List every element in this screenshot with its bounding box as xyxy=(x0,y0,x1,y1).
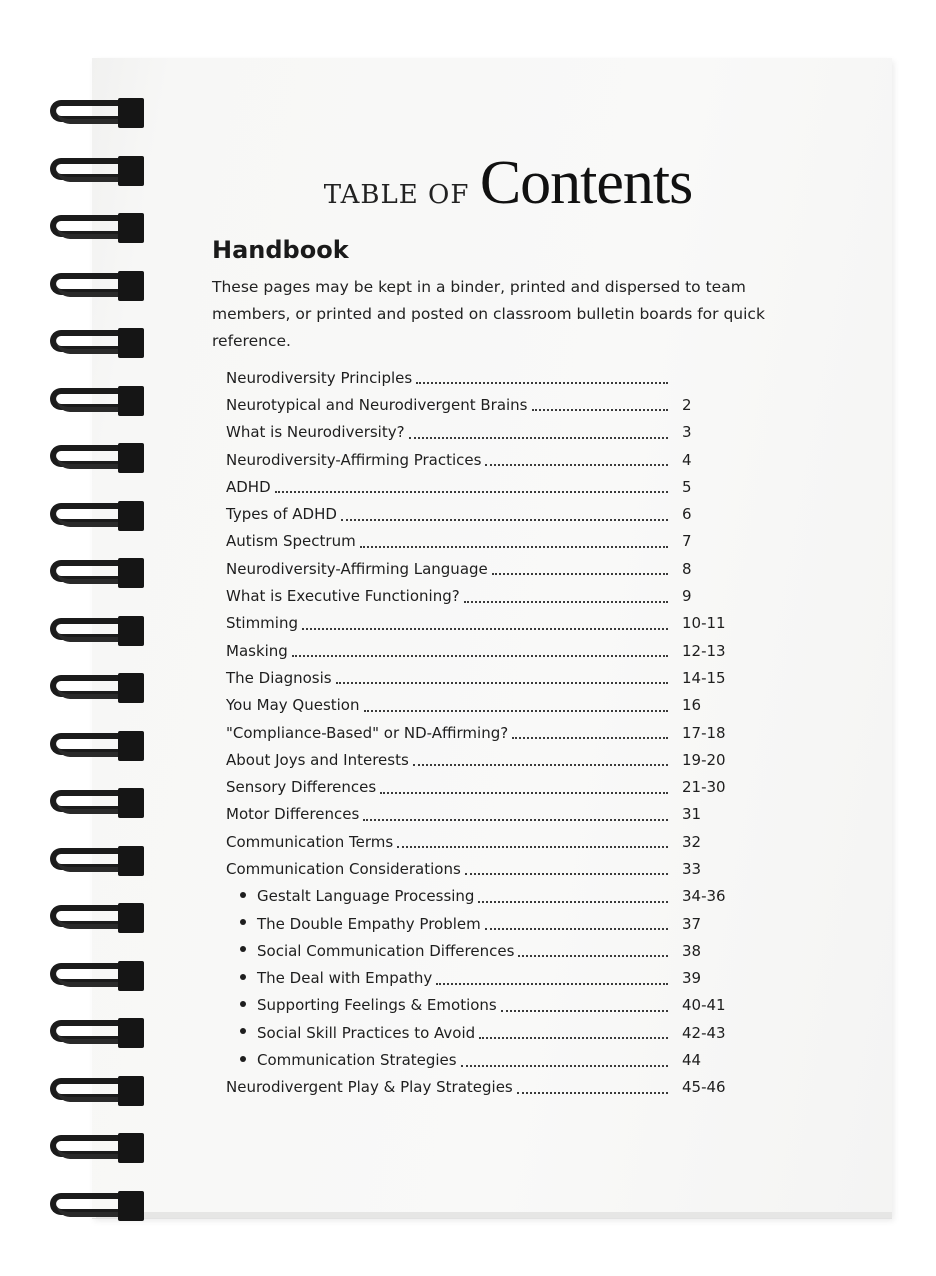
spiral-coil xyxy=(40,497,150,537)
toc-entry xyxy=(226,610,766,637)
toc-entry-page: 9 xyxy=(682,587,692,606)
toc-entry xyxy=(226,1074,766,1101)
toc-entry xyxy=(226,883,766,910)
dot-leader xyxy=(464,599,668,603)
dot-leader xyxy=(292,653,668,657)
toc-entry-page: 44 xyxy=(682,1051,702,1070)
toc-entry xyxy=(226,746,766,773)
page-title xyxy=(0,148,936,219)
spiral-coil xyxy=(40,669,150,709)
dot-leader xyxy=(416,380,668,384)
toc-entry-label xyxy=(226,423,409,441)
toc-entry-text: Communication Strategies xyxy=(257,1051,457,1070)
toc-entry-text: Masking xyxy=(226,641,288,660)
dot-leader xyxy=(341,517,668,521)
spiral-coil xyxy=(40,94,150,134)
toc-entry-label xyxy=(226,1051,461,1069)
dot-leader xyxy=(436,981,668,985)
toc-entry-page: 4 xyxy=(682,450,692,469)
toc-leader-group xyxy=(226,942,668,960)
dot-leader xyxy=(478,899,668,903)
title-main: Contents xyxy=(479,149,693,217)
toc-leader-group xyxy=(226,614,668,632)
toc-entry xyxy=(226,992,766,1019)
title-prefix: TABLE OF xyxy=(323,180,470,210)
toc-entry-text: The Diagnosis xyxy=(226,668,332,687)
toc-leader-group xyxy=(226,369,668,387)
toc-entry-label xyxy=(226,451,485,469)
toc-leader-group xyxy=(226,724,668,742)
dot-leader xyxy=(518,953,668,957)
toc-entry-page: 38 xyxy=(682,941,702,960)
toc-entry xyxy=(226,364,766,391)
toc-entry xyxy=(226,528,766,555)
section-heading: Handbook xyxy=(212,236,349,264)
toc-entry-page: 7 xyxy=(682,532,692,551)
toc-leader-group xyxy=(226,669,668,687)
toc-entry-label xyxy=(226,587,464,605)
toc-entry-label xyxy=(226,560,492,578)
toc-entry-page: 39 xyxy=(682,969,702,988)
spiral-coil xyxy=(40,1014,150,1054)
section-intro: These pages may be kept in a binder, printed and dispersed to team members, or printed and posted on classroom bulletin boards for quick reference. xyxy=(212,278,765,350)
toc-entry-label xyxy=(226,915,485,933)
toc-entry xyxy=(226,473,766,500)
dot-leader xyxy=(336,680,668,684)
toc-entry-text: Neurodiversity-Affirming Language xyxy=(226,559,488,578)
dot-leader xyxy=(501,1008,668,1012)
toc-entry-page: 19-20 xyxy=(682,750,726,769)
toc-entry-page: 8 xyxy=(682,559,692,578)
dot-leader xyxy=(461,1063,668,1067)
toc-entry-label xyxy=(226,614,302,632)
toc-entry-text: Social Skill Practices to Avoid xyxy=(257,1023,476,1042)
toc-entry-text: Neurotypical and Neurodivergent Brains xyxy=(226,395,528,414)
dot-leader xyxy=(485,926,668,930)
toc-entry-text: "Compliance-Based" or ND-Affirming? xyxy=(226,723,509,742)
toc-entry xyxy=(226,582,766,609)
toc-entry-page: 42-43 xyxy=(682,1023,726,1042)
spiral-coil xyxy=(40,957,150,997)
toc-entry-text: What is Neurodiversity? xyxy=(226,423,405,442)
toc-entry-label xyxy=(226,532,360,550)
toc-entry-page: 34-36 xyxy=(682,887,726,906)
toc-entry xyxy=(226,419,766,446)
dot-leader xyxy=(302,626,668,630)
toc-entry-page: 32 xyxy=(682,832,702,851)
toc-entry xyxy=(226,965,766,992)
toc-leader-group xyxy=(226,560,668,578)
toc-leader-group xyxy=(226,1051,668,1069)
toc-leader-group xyxy=(226,833,668,851)
spiral-coil xyxy=(40,842,150,882)
spiral-coil xyxy=(40,267,150,307)
dot-leader xyxy=(479,1035,668,1039)
toc-entry xyxy=(226,937,766,964)
dot-leader xyxy=(532,407,669,411)
toc-entry-label xyxy=(226,778,380,796)
toc-entry-label xyxy=(226,1024,479,1042)
bullet-icon xyxy=(240,1028,246,1034)
toc-entry-label xyxy=(226,805,363,823)
toc-entry-text: Neurodivergent Play & Play Strategies xyxy=(226,1078,513,1097)
toc-leader-group xyxy=(226,969,668,987)
toc-entry-label xyxy=(226,860,465,878)
dot-leader xyxy=(465,871,668,875)
toc-entry-label xyxy=(226,724,512,742)
toc-entry-label xyxy=(226,396,532,414)
toc-entry xyxy=(226,773,766,800)
dot-leader xyxy=(512,735,668,739)
toc-leader-group xyxy=(226,451,668,469)
toc-entry-label xyxy=(226,696,364,714)
toc-leader-group xyxy=(226,887,668,905)
dot-leader xyxy=(413,762,668,766)
toc-leader-group xyxy=(226,587,668,605)
toc-entry xyxy=(226,555,766,582)
toc-entry xyxy=(226,1046,766,1073)
spiral-binding xyxy=(40,94,150,1174)
toc-leader-group xyxy=(226,532,668,550)
toc-entry-page: 33 xyxy=(682,859,702,878)
toc-entry xyxy=(226,692,766,719)
toc-entry xyxy=(226,391,766,418)
toc-entry xyxy=(226,500,766,527)
toc-entry-label xyxy=(226,669,336,687)
toc-entry-text: The Double Empathy Problem xyxy=(257,914,481,933)
toc-leader-group xyxy=(226,1024,668,1042)
toc-entry xyxy=(226,855,766,882)
toc-leader-group xyxy=(226,642,668,660)
toc-leader-group xyxy=(226,696,668,714)
spiral-coil xyxy=(40,612,150,652)
spiral-coil xyxy=(40,324,150,364)
toc-entry xyxy=(226,446,766,473)
toc-leader-group xyxy=(226,1078,668,1096)
toc-entry-page: 2 xyxy=(682,395,692,414)
toc-leader-group xyxy=(226,860,668,878)
toc-entry-text: ADHD xyxy=(226,477,271,496)
spiral-coil xyxy=(40,1187,150,1227)
table-of-contents xyxy=(226,364,766,1101)
toc-entry-text: You May Question xyxy=(226,696,360,715)
toc-entry-page: 16 xyxy=(682,696,702,715)
toc-leader-group xyxy=(226,751,668,769)
toc-entry-text: Neurodiversity Principles xyxy=(226,368,413,387)
toc-leader-group xyxy=(226,996,668,1014)
dot-leader xyxy=(360,544,668,548)
toc-entry xyxy=(226,637,766,664)
spiral-coil xyxy=(40,554,150,594)
spiral-coil xyxy=(40,784,150,824)
dot-leader xyxy=(380,790,668,794)
toc-leader-group xyxy=(226,423,668,441)
toc-entry-page: 6 xyxy=(682,505,692,524)
dot-leader xyxy=(275,489,668,493)
toc-entry-label xyxy=(226,942,518,960)
bullet-icon xyxy=(240,1001,246,1007)
toc-entry-text: Autism Spectrum xyxy=(226,532,356,551)
dot-leader xyxy=(485,462,668,466)
dot-leader xyxy=(492,571,668,575)
toc-entry-text: Supporting Feelings & Emotions xyxy=(257,996,497,1015)
toc-entry-text: About Joys and Interests xyxy=(226,750,409,769)
toc-leader-group xyxy=(226,778,668,796)
dot-leader xyxy=(364,708,669,712)
toc-entry-text: The Deal with Empathy xyxy=(257,969,433,988)
toc-entry xyxy=(226,719,766,746)
toc-entry-label xyxy=(226,969,436,987)
toc-leader-group xyxy=(226,478,668,496)
toc-entry-page: 3 xyxy=(682,423,692,442)
toc-entry-page: 17-18 xyxy=(682,723,726,742)
toc-entry-text: Motor Differences xyxy=(226,805,360,824)
toc-entry-page: 10-11 xyxy=(682,614,726,633)
toc-entry-text: Communication Considerations xyxy=(226,859,461,878)
toc-entry xyxy=(226,801,766,828)
dot-leader xyxy=(363,817,668,821)
dot-leader xyxy=(397,844,668,848)
toc-entry-page: 45-46 xyxy=(682,1078,726,1097)
toc-entry-page: 14-15 xyxy=(682,668,726,687)
page-edge xyxy=(96,1212,892,1218)
toc-entry-label xyxy=(226,1078,517,1096)
toc-entry xyxy=(226,1019,766,1046)
toc-entry xyxy=(226,828,766,855)
spiral-coil xyxy=(40,1129,150,1169)
toc-leader-group xyxy=(226,915,668,933)
toc-entry-text: Sensory Differences xyxy=(226,778,377,797)
toc-entry-text: Social Communication Differences xyxy=(257,941,515,960)
toc-entry-text: Types of ADHD xyxy=(226,505,337,524)
toc-entry-text: What is Executive Functioning? xyxy=(226,587,460,606)
toc-entry-label xyxy=(226,505,341,523)
dot-leader xyxy=(409,435,668,439)
toc-entry-page: 31 xyxy=(682,805,702,824)
toc-entry-label xyxy=(226,369,416,387)
toc-entry-label xyxy=(226,751,413,769)
spiral-coil xyxy=(40,899,150,939)
toc-leader-group xyxy=(226,396,668,414)
toc-entry-page: 5 xyxy=(682,477,692,496)
toc-entry-page: 12-13 xyxy=(682,641,726,660)
toc-entry-text: Gestalt Language Processing xyxy=(257,887,475,906)
toc-entry xyxy=(226,910,766,937)
toc-entry-label xyxy=(226,833,397,851)
toc-entry-page: 37 xyxy=(682,914,702,933)
toc-leader-group xyxy=(226,505,668,523)
spiral-coil xyxy=(40,1072,150,1112)
toc-entry-label xyxy=(226,478,275,496)
toc-entry-page: 21-30 xyxy=(682,778,726,797)
toc-entry-page: 40-41 xyxy=(682,996,726,1015)
bullet-icon xyxy=(240,892,246,898)
toc-entry-label xyxy=(226,887,478,905)
spiral-coil xyxy=(40,382,150,422)
toc-entry-label xyxy=(226,642,292,660)
bullet-icon xyxy=(240,1056,246,1062)
toc-leader-group xyxy=(226,805,668,823)
toc-entry xyxy=(226,664,766,691)
toc-entry-text: Stimming xyxy=(226,614,298,633)
toc-entry-text: Communication Terms xyxy=(226,832,394,851)
spiral-coil xyxy=(40,439,150,479)
bullet-icon xyxy=(240,946,246,952)
dot-leader xyxy=(517,1090,668,1094)
bullet-icon xyxy=(240,919,246,925)
toc-entry-text: Neurodiversity-Affirming Practices xyxy=(226,450,482,469)
toc-entry-label xyxy=(226,996,501,1014)
bullet-icon xyxy=(240,974,246,980)
spiral-coil xyxy=(40,727,150,767)
